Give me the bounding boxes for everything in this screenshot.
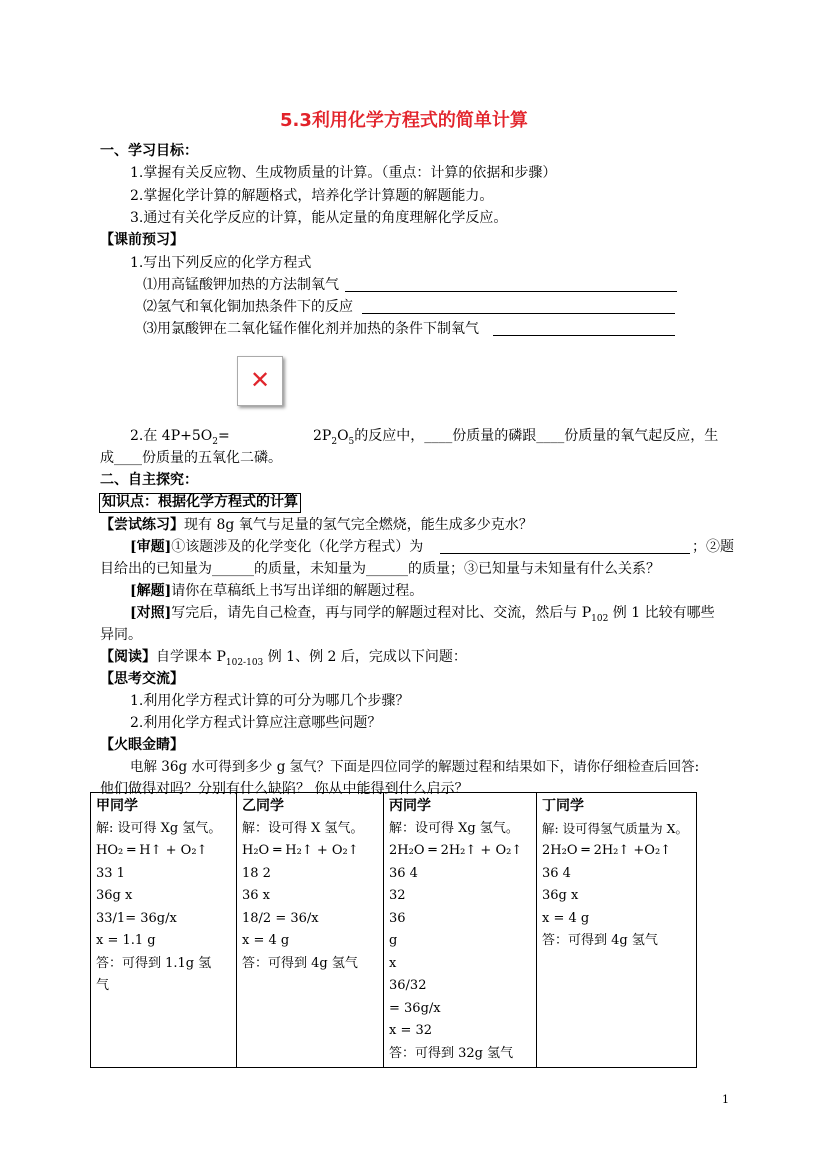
cell-line: 答：可得到 1.1g 氢 xyxy=(96,955,212,971)
preview-sub-2: ⑵氢气和氧化铜加热条件下的反应 xyxy=(143,299,353,315)
answer-line[interactable] xyxy=(493,335,675,336)
solution-cell-yi xyxy=(237,793,384,1068)
knowledge-point-box: 知识点：根据化学方程式的计算 xyxy=(99,493,301,513)
cell-line: 36g x xyxy=(542,888,579,903)
q2-text: 的反应中，____份质量的磷跟____份质量的氧气起反应，生 xyxy=(354,428,719,444)
jieti xyxy=(130,583,423,601)
cell-line: 答：可得到 4g 氢气 xyxy=(242,955,358,971)
cell-line: H₂O ═ H₂↑ + O₂↑ xyxy=(242,843,359,858)
cell-line: 解：设可得 Xg 氢气。 xyxy=(389,820,519,836)
page-number: 1 xyxy=(722,1093,729,1106)
text: 例 1 比较有哪些 xyxy=(608,605,715,621)
preview-question-2-cont xyxy=(313,428,718,448)
subscript: 5 xyxy=(348,436,355,447)
answer-line[interactable] xyxy=(362,313,675,314)
column-header: 丙同学 xyxy=(389,798,431,814)
cell-line: 气 xyxy=(96,978,110,993)
eye-text: 电解 36g 水可得到多少 g 氢气？下面是四位同学的解题过程和结果如下，请你仔细检查后回答: xyxy=(130,759,700,775)
tag: [对照] xyxy=(130,605,172,621)
tag: [解题] xyxy=(130,583,172,599)
student-solutions-table xyxy=(90,792,697,1068)
answer-line[interactable] xyxy=(345,291,677,292)
table-row xyxy=(91,793,697,1068)
objective-item: 1.掌握有关反应物、生成物质量的计算。（重点：计算的依据和步骤） xyxy=(130,165,557,181)
preview-question-2-line2: 成____份质量的五氧化二磷。 xyxy=(100,450,282,466)
cell-line: 2H₂O ═ 2H₂↑ + O₂↑ xyxy=(389,843,523,858)
column-header: 甲同学 xyxy=(96,798,138,814)
section-heading-objectives: 一、学习目标： xyxy=(100,143,198,159)
text: 现有 8g 氧气与足量的氢气完全燃烧，能生成多少克水？ xyxy=(184,517,533,533)
page-title: 5.3利用化学方程式的简单计算 xyxy=(280,110,528,131)
text: 例 1、例 2 后，完成以下问题： xyxy=(263,649,467,665)
cell-line: 18/2 = 36/x xyxy=(242,910,319,926)
section-heading-preview: 【课前预习】 xyxy=(100,232,184,248)
cell-line: x xyxy=(389,955,397,971)
q2-text: 2.在 4P+5O xyxy=(130,428,213,444)
cell-line: 32 xyxy=(389,888,406,903)
cell-line: 答：可得到 4g 氢气 xyxy=(542,933,658,948)
text: ①该题涉及的化学变化（化学方程式）为 xyxy=(171,539,424,555)
cell-line: x = 4 g xyxy=(542,910,590,926)
cell-line: 解: 设可得 Xg 氢气。 xyxy=(96,820,222,836)
cell-line: 36g x xyxy=(96,888,133,903)
cell-line: x = 1.1 g xyxy=(96,933,156,948)
solution-cell-jia xyxy=(91,793,237,1068)
cell-line: 答：可得到 32g 氢气 xyxy=(389,1045,514,1061)
subscript: 102-103 xyxy=(225,657,264,668)
cell-line: x = 32 xyxy=(389,1023,433,1038)
preview-sub-3: ⑶用氯酸钾在二氧化锰作催化剂并加热的条件下制氧气 xyxy=(143,321,479,337)
cell-line: HO₂ ═ H↑ + O₂↑ xyxy=(96,843,208,858)
cell-line: 2H₂O ═ 2H₂↑ +O₂↑ xyxy=(542,843,672,858)
duizhao xyxy=(130,605,715,625)
think-heading: 【思考交流】 xyxy=(100,671,184,687)
cell-line: 36 4 xyxy=(389,865,418,881)
cell-line: = 36g/x xyxy=(389,1000,441,1016)
cell-line: 解：设可得 X 氢气。 xyxy=(242,820,364,836)
subscript: 102 xyxy=(591,613,609,624)
answer-line[interactable] xyxy=(440,553,690,554)
cell-line: 36/32 xyxy=(389,978,427,993)
cell-line: 33/1= 36g/x xyxy=(96,910,177,926)
q2-text: 2P xyxy=(313,428,332,444)
cell-line: 36 4 xyxy=(542,865,571,881)
read xyxy=(100,649,467,669)
text: 自学课本 P xyxy=(156,649,226,665)
q2-text: = xyxy=(217,428,230,444)
preview-question-1: 1.写出下列反应的化学方程式 xyxy=(130,255,312,271)
subscript: 2 xyxy=(212,436,218,447)
text: 请你在草稿纸上书写出详细的解题过程。 xyxy=(171,583,424,599)
cell-line: 18 2 xyxy=(242,865,271,881)
preview-sub-1: ⑴用高锰酸钾加热的方法制氧气 xyxy=(143,277,339,293)
objective-item: 2.掌握化学计算的解题格式，培养化学计算题的解题能力。 xyxy=(130,188,494,204)
tag: 【阅读】 xyxy=(100,649,156,665)
tag: 【尝试练习】 xyxy=(100,517,184,533)
think-item: 2.利用化学方程式计算应注意哪些问题？ xyxy=(130,715,382,731)
cell-line: 解: 设可得氢气质量为 X。 xyxy=(542,820,689,836)
objective-item: 3.通过有关化学反应的计算，能从定量的角度理解化学反应。 xyxy=(130,210,508,226)
eye-text: 他们做得对吗？分别有什么缺陷？ 你从中能得到什么启示？ xyxy=(100,781,469,797)
column-header: 丁同学 xyxy=(542,798,584,814)
section-heading-explore: 二、自主探究： xyxy=(100,472,198,488)
shenti-end: ；②题 xyxy=(692,539,734,555)
cell-line: 33 1 xyxy=(96,865,125,881)
cell-line: 36 xyxy=(389,910,406,926)
think-item: 1.利用化学方程式计算的可分为哪几个步骤？ xyxy=(130,693,410,709)
eye-heading: 【火眼金睛】 xyxy=(100,737,184,753)
shenti xyxy=(130,539,423,557)
subscript: 2 xyxy=(331,436,338,447)
shenti-line2: 目给出的已知量为______的质量，未知量为______的质量；③已知量与未知量有什么关系？ xyxy=(100,561,660,577)
broken-image-icon: ✕ xyxy=(237,356,283,406)
cell-line: x = 4 g xyxy=(242,933,290,948)
solution-cell-ding xyxy=(537,793,697,1068)
q2-text: O xyxy=(337,428,349,444)
duizhao-line2: 异同。 xyxy=(100,627,142,643)
cell-line: g xyxy=(389,933,398,948)
solution-cell-bing xyxy=(384,793,537,1068)
tag: [审题] xyxy=(130,539,172,555)
text: 写完后，请先自己检查，再与同学的解题过程对比、交流，然后与 P xyxy=(171,605,592,621)
preview-question-2 xyxy=(130,428,230,448)
cell-line: 36 x xyxy=(242,888,271,903)
try-practice xyxy=(100,517,533,535)
column-header: 乙同学 xyxy=(242,798,284,814)
